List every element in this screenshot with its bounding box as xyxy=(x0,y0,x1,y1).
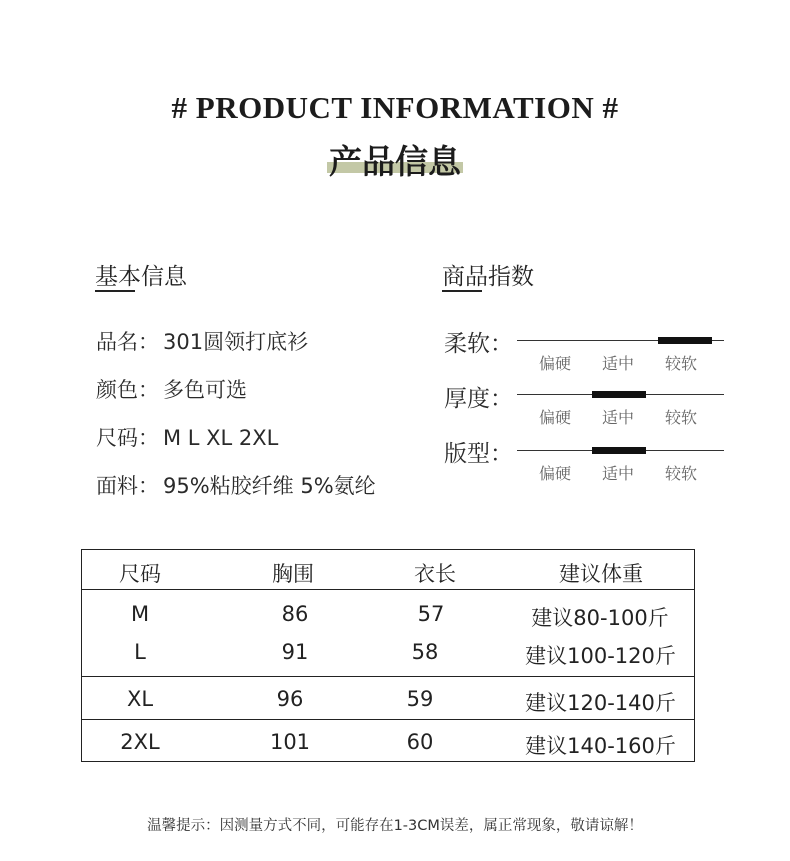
scale-label-medium: 适中 xyxy=(602,408,635,427)
info-row-name xyxy=(96,326,308,356)
info-value: 301圆领打底衫 xyxy=(163,330,309,354)
index-label-thickness: 厚度： xyxy=(444,386,513,412)
table-cell-chest: 86 xyxy=(281,602,309,626)
index-label-softness: 柔软： xyxy=(444,331,513,357)
index-marker-fit xyxy=(592,447,646,454)
info-row-size xyxy=(96,422,278,452)
table-divider xyxy=(81,589,695,590)
table-cell-weight: 建议100-120斤 xyxy=(525,644,676,668)
scale-label-soft: 较软 xyxy=(665,354,698,373)
table-cell-length: 57 xyxy=(417,602,445,626)
table-cell-weight: 建议80-100斤 xyxy=(531,606,669,630)
index-label-fit: 版型： xyxy=(444,441,513,467)
info-row-fabric xyxy=(96,470,376,500)
table-cell-weight: 建议120-140斤 xyxy=(525,691,676,715)
table-cell-chest: 91 xyxy=(281,640,309,664)
table-cell-length: 58 xyxy=(411,640,439,664)
table-cell-chest: 101 xyxy=(269,730,311,754)
info-value: 多色可选 xyxy=(163,378,247,402)
info-label: 品名： xyxy=(96,330,159,354)
index-marker-thickness xyxy=(592,391,646,398)
product-index-underline xyxy=(442,290,482,292)
table-cell-length: 59 xyxy=(406,687,434,711)
table-cell-length: 60 xyxy=(406,730,434,754)
table-header-length: 衣长 xyxy=(414,562,456,586)
info-label: 面料： xyxy=(96,474,159,498)
title-chinese xyxy=(0,136,790,183)
table-cell-size: M xyxy=(130,602,150,626)
product-index-title: 商品指数 xyxy=(442,264,534,290)
title-chinese-text: 产品信息 xyxy=(327,136,463,183)
scale-label-medium: 适中 xyxy=(602,464,635,483)
scale-label-hard: 偏硬 xyxy=(539,464,572,483)
title-english: # PRODUCT INFORMATION # xyxy=(171,90,619,125)
info-value: 95%粘胶纤维 5%氨纶 xyxy=(163,474,376,498)
table-header-size: 尺码 xyxy=(119,562,161,586)
scale-label-medium: 适中 xyxy=(602,354,635,373)
scale-label-hard: 偏硬 xyxy=(539,408,572,427)
table-header-chest: 胸围 xyxy=(272,562,314,586)
table-cell-size: 2XL xyxy=(120,730,160,754)
table-cell-chest: 96 xyxy=(276,687,304,711)
table-header-weight: 建议体重 xyxy=(559,562,643,586)
table-cell-size: XL xyxy=(126,687,154,711)
basic-info-title: 基本信息 xyxy=(95,264,187,290)
info-row-color xyxy=(96,374,247,404)
info-value: M L XL 2XL xyxy=(163,426,279,450)
footnote: 温馨提示：因测量方式不同，可能存在1-3CM误差，属正常现象，敬请谅解！ xyxy=(147,818,643,834)
table-divider xyxy=(81,719,695,720)
basic-info-underline xyxy=(95,290,135,292)
table-divider xyxy=(81,676,695,677)
table-cell-weight: 建议140-160斤 xyxy=(525,734,676,758)
scale-label-hard: 偏硬 xyxy=(539,354,572,373)
index-marker-softness xyxy=(658,337,712,344)
table-cell-size: L xyxy=(134,640,146,664)
scale-label-soft: 较软 xyxy=(665,408,698,427)
info-label: 颜色： xyxy=(96,378,159,402)
scale-label-soft: 较软 xyxy=(665,464,698,483)
info-label: 尺码： xyxy=(96,426,159,450)
